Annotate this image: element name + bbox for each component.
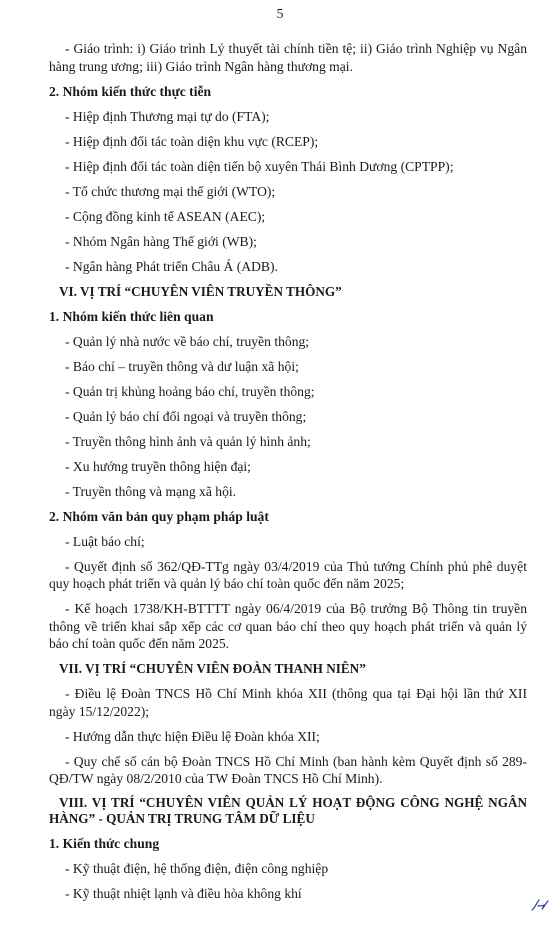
section-heading-vi: VI. VỊ TRÍ “CHUYÊN VIÊN TRUYỀN THÔNG” bbox=[59, 283, 342, 299]
subheading-practical-knowledge: 2. Nhóm kiến thức thực tiễn bbox=[49, 83, 212, 99]
subheading-legal-documents: 2. Nhóm văn bản quy phạm pháp luật bbox=[49, 508, 269, 524]
section-heading-vii: VII. VỊ TRÍ “CHUYÊN VIÊN ĐOÀN THANH NIÊN” bbox=[59, 661, 366, 676]
list-item: - Tổ chức thương mại thế giới (WTO); bbox=[65, 183, 276, 199]
paragraph-textbooks: - Giáo trình: i) Giáo trình Lý thuyết tài chính tiền tệ; ii) Giáo trình Nghiệp vụ Ngân hàng trung ương; iii) Giáo trình Ngân hàng thương mại. bbox=[49, 41, 527, 74]
section-heading-viii: VIII. VỊ TRÍ “CHUYÊN VIÊN QUẢN LÝ HOẠT ĐỘNG CÔNG NGHỆ NGÂN HÀNG” - QUẢN TRỊ TRUNG TÂM DỮ LIỆU bbox=[49, 795, 527, 826]
paragraph-decision-362: - Quyết định số 362/QĐ-TTg ngày 03/4/2019 của Thủ tướng Chính phủ phê duyệt quy hoạch phát triển và quản lý báo chí toàn quốc đến năm 2025; bbox=[49, 558, 527, 591]
list-item: - Kỹ thuật điện, hệ thống điện, điện công nghiệp bbox=[65, 860, 329, 876]
list-item: - Quản trị khủng hoảng báo chí, truyền thông; bbox=[65, 383, 315, 399]
list-item: - Nhóm Ngân hàng Thế giới (WB); bbox=[65, 233, 257, 249]
document-body bbox=[49, 40, 527, 910]
list-item: - Quản lý nhà nước về báo chí, truyền thông; bbox=[65, 333, 310, 349]
list-item: - Kỹ thuật nhiệt lạnh và điều hòa không khí bbox=[65, 885, 302, 901]
list-item: - Hiệp định Thương mại tự do (FTA); bbox=[65, 108, 270, 124]
list-item: - Truyền thông hình ảnh và quản lý hình ảnh; bbox=[65, 433, 311, 449]
paragraph-youth-union-charter: - Điều lệ Đoàn TNCS Hồ Chí Minh khóa XII (thông qua tại Đại hội lần thứ XII ngày 15/12/2022); bbox=[49, 686, 527, 719]
handwritten-initial-mark bbox=[530, 898, 550, 912]
list-item: - Hiệp định đối tác toàn diện khu vực (RCEP); bbox=[65, 133, 319, 149]
list-item: - Báo chí – truyền thông và dư luận xã hội; bbox=[65, 358, 299, 374]
list-item: - Luật báo chí; bbox=[65, 533, 145, 549]
list-item: - Quản lý báo chí đối ngoại và truyền thông; bbox=[65, 408, 307, 424]
subheading-related-knowledge: 1. Nhóm kiến thức liên quan bbox=[49, 308, 214, 324]
list-item: - Hướng dẫn thực hiện Điều lệ Đoàn khóa XII; bbox=[65, 728, 320, 744]
subheading-general-knowledge: 1. Kiến thức chung bbox=[49, 835, 160, 851]
list-item: - Truyền thông và mạng xã hội. bbox=[65, 483, 237, 499]
list-item: - Xu hướng truyền thông hiện đại; bbox=[65, 458, 251, 474]
paragraph-cadre-regulation: - Quy chế số cán bộ Đoàn TNCS Hồ Chí Minh (ban hành kèm Quyết định số 289-QĐ/TW ngày 08/2/2010 của TW Đoàn TNCS Hồ Chí Minh). bbox=[49, 753, 527, 786]
page-number: 5 bbox=[276, 6, 284, 21]
list-item: - Ngân hàng Phát triển Châu Á (ADB). bbox=[65, 258, 278, 274]
list-item: - Hiệp định đối tác toàn diện tiến bộ xuyên Thái Bình Dương (CPTPP); bbox=[65, 158, 454, 174]
list-item: - Cộng đồng kinh tế ASEAN (AEC); bbox=[65, 208, 266, 224]
paragraph-plan-1738: - Kế hoạch 1738/KH-BTTTT ngày 06/4/2019 của Bộ trưởng Bộ Thông tin truyền thông về triển khai sắp xếp các cơ quan báo chí theo quy hoạch phát triển và quản lý báo chí toàn quốc đến năm 2025. bbox=[49, 601, 527, 651]
